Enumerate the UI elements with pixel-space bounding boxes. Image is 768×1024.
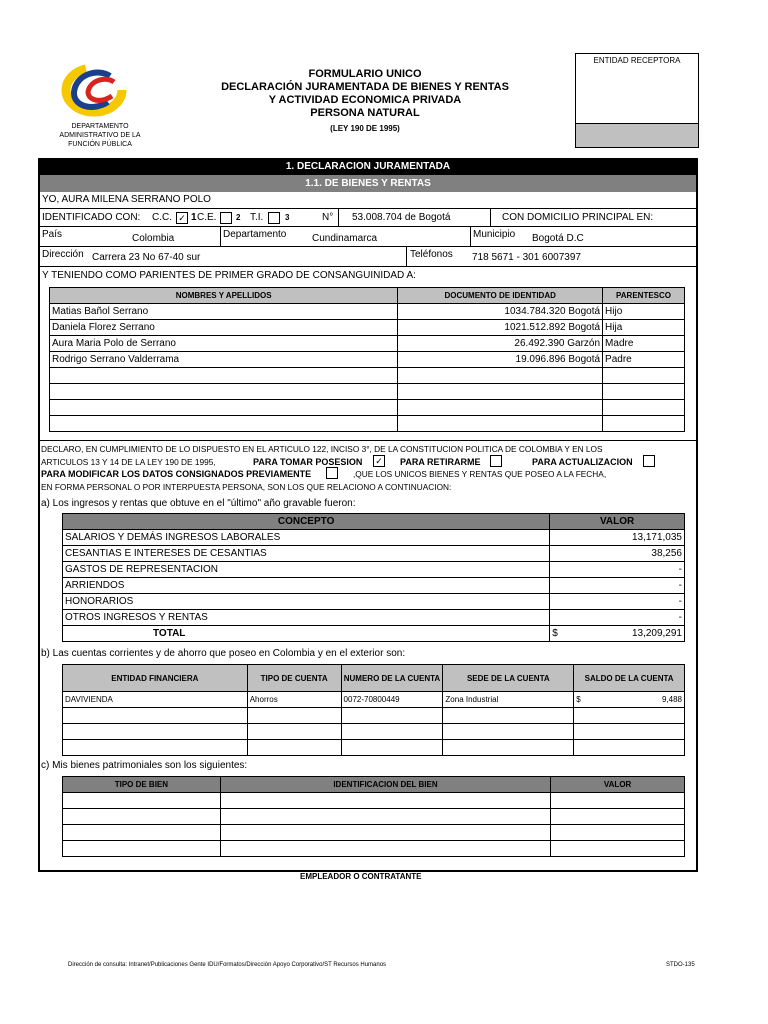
form-title: FORMULARIO UNICO DECLARACIÓN JURAMENTADA DE BIENES Y RENTAS Y ACTIVIDAD ECONOMICA PRIVADA PERSONA NATURAL (LEY 190 DE 1995) bbox=[200, 68, 530, 135]
country-value[interactable]: Colombia bbox=[132, 233, 175, 244]
municipality-value[interactable]: Bogotá D.C bbox=[532, 233, 584, 244]
domicile-label: CON DOMICILIO PRINCIPAL EN: bbox=[502, 212, 654, 223]
accounts-header-branch: SEDE DE LA CUENTA bbox=[443, 665, 574, 692]
relatives-table bbox=[49, 287, 685, 432]
funcion-publica-logo bbox=[58, 62, 128, 118]
country-label: País bbox=[42, 229, 63, 240]
accounts-intro: b) Las cuentas corrientes y de ahorro que poseo en Colombia y en el exterior son: bbox=[41, 648, 406, 659]
table-row[interactable]: Daniela Florez Serrano 1021.512.892 Bogotá Hija bbox=[50, 320, 685, 336]
relatives-header-name: NOMBRES Y APELLIDOS bbox=[50, 288, 398, 304]
posesion-label: PARA TOMAR POSESION bbox=[253, 457, 363, 467]
assets-intro: c) Mis bienes patrimoniales son los siguientes: bbox=[41, 760, 248, 771]
income-intro: a) Los ingresos y rentas que obtuve en el "último" año gravable fueron: bbox=[41, 498, 356, 509]
declarant-name-row[interactable] bbox=[40, 192, 696, 209]
footer-path: Dirección de consulta: Intranet/Publicaciones Gente IDU/Formatos/Dirección Apoyo Corporativo/ST Recursos Humanos bbox=[68, 962, 387, 968]
declaration-line-2: ARTICULOS 13 Y 14 DE LA LEY 190 DE 1995, bbox=[41, 457, 216, 467]
cc-label: C.C. bbox=[152, 212, 172, 223]
ti-number: 2 bbox=[236, 213, 241, 222]
declaration-line-4: EN FORMA PERSONAL O POR INTERPUESTA PERSONA, SON LOS QUE RELACIONO A CONTINUACION: bbox=[41, 482, 452, 492]
accounts-header-balance: SALDO DE LA CUENTA bbox=[574, 665, 685, 692]
relatives-header-document: DOCUMENTO DE IDENTIDAD bbox=[398, 288, 603, 304]
relatives-intro: Y TENIENDO COMO PARIENTES DE PRIMER GRADO DE CONSANGUINIDAD A: bbox=[42, 270, 416, 281]
table-row[interactable] bbox=[63, 841, 685, 857]
id-label: IDENTIFICADO CON: bbox=[42, 212, 141, 223]
municipality-label: Municipio bbox=[473, 229, 516, 240]
department-value[interactable]: Cundinamarca bbox=[312, 233, 378, 244]
table-row[interactable] bbox=[50, 384, 685, 400]
accounts-header-type: TIPO DE CUENTA bbox=[247, 665, 341, 692]
income-header-concept: CONCEPTO bbox=[63, 514, 550, 530]
phones-label: Teléfonos bbox=[410, 249, 453, 260]
actualizacion-checkbox[interactable] bbox=[643, 455, 655, 467]
table-row[interactable]: SALARIOS Y DEMÁS INGRESOS LABORALES 13,171,035 bbox=[63, 530, 685, 546]
modificar-label: PARA MODIFICAR LOS DATOS CONSIGNADOS PREVIAMENTE bbox=[41, 469, 312, 479]
section-title: 1. DECLARACION JURAMENTADA bbox=[40, 159, 696, 175]
receiving-entity-box[interactable] bbox=[575, 53, 699, 148]
assets-header-type: TIPO DE BIEN bbox=[63, 777, 221, 793]
table-row[interactable]: CESANTIAS E INTERESES DE CESANTIAS 38,256 bbox=[63, 546, 685, 562]
modificar-checkbox[interactable] bbox=[326, 467, 338, 479]
address-value[interactable]: Carrera 23 No 67-40 sur bbox=[92, 252, 201, 263]
relatives-header-relationship: PARENTESCO bbox=[603, 288, 685, 304]
ti-label: T.I. bbox=[250, 212, 264, 223]
assets-header-identification: IDENTIFICACION DEL BIEN bbox=[220, 777, 550, 793]
table-row[interactable]: GASTOS DE REPRESENTACION - bbox=[63, 562, 685, 578]
table-row[interactable] bbox=[50, 368, 685, 384]
ce-label: C.E. bbox=[197, 212, 217, 223]
income-total-value: 13,209,291 bbox=[631, 628, 682, 639]
table-row[interactable] bbox=[50, 400, 685, 416]
ce-checkbox[interactable] bbox=[220, 212, 232, 224]
table-row[interactable] bbox=[50, 416, 685, 432]
table-row[interactable] bbox=[63, 740, 685, 756]
cc-checkbox[interactable]: ✓ bbox=[176, 212, 188, 224]
section-subtitle: 1.1. DE BIENES Y RENTAS bbox=[40, 175, 696, 192]
law-reference: (LEY 190 DE 1995) bbox=[330, 124, 400, 133]
address-row bbox=[40, 247, 696, 267]
declarant-name: YO, AURA MILENA SERRANO POLO bbox=[42, 194, 211, 205]
phones-value[interactable]: 718 5671 - 301 6007397 bbox=[472, 252, 581, 263]
posesion-checkbox[interactable]: ✓ bbox=[373, 455, 385, 467]
ti-checkbox[interactable] bbox=[268, 212, 280, 224]
income-total-row[interactable] bbox=[63, 626, 685, 642]
table-row[interactable]: OTROS INGRESOS Y RENTAS - bbox=[63, 610, 685, 626]
ce-number: 1 bbox=[191, 212, 197, 223]
ti-after-number: 3 bbox=[285, 213, 290, 222]
department-label: Departamento bbox=[223, 229, 287, 240]
footer-code: STDO-135 bbox=[666, 962, 695, 968]
declaration-line-1: DECLARO, EN CUMPLIMIENTO DE LO DISPUESTO EN EL ARTICULO 122, INCISO 3°, DE LA CONSTITUCION POLITICA DE COLOMBIA Y EN LOS bbox=[41, 444, 603, 454]
declaration-line-3: ,QUE LOS UNICOS BIENES Y RENTAS QUE POSEO A LA FECHA, bbox=[353, 469, 607, 479]
accounts-header-entity: ENTIDAD FINANCIERA bbox=[63, 665, 248, 692]
table-row[interactable]: Aura Maria Polo de Serrano 26.492.390 Garzón Madre bbox=[50, 336, 685, 352]
income-total-label: TOTAL bbox=[63, 626, 550, 642]
income-table bbox=[62, 513, 685, 642]
receiving-entity-stamp-area bbox=[576, 123, 698, 147]
table-row[interactable] bbox=[63, 793, 685, 809]
accounts-table bbox=[62, 664, 685, 756]
table-row[interactable] bbox=[63, 708, 685, 724]
retirarme-checkbox[interactable] bbox=[490, 455, 502, 467]
assets-table bbox=[62, 776, 685, 857]
department-name: DEPARTAMENTO ADMINISTRATIVO DE LA FUNCIÓN PÚBLICA bbox=[59, 123, 141, 148]
table-row[interactable]: DAVIVIENDA Ahorros 0072-70800449 Zona Industrial $ 9,488 bbox=[63, 692, 685, 708]
address-label: Dirección bbox=[42, 249, 84, 260]
actualizacion-label: PARA ACTUALIZACION bbox=[532, 457, 633, 467]
table-row[interactable]: Rodrigo Serrano Valderrama 19.096.896 Bogotá Padre bbox=[50, 352, 685, 368]
identification-row bbox=[40, 209, 696, 227]
table-row[interactable] bbox=[63, 724, 685, 740]
id-number-value[interactable]: 53.008.704 de Bogotá bbox=[352, 212, 451, 223]
retirarme-label: PARA RETIRARME bbox=[400, 457, 481, 467]
table-row[interactable]: ARRIENDOS - bbox=[63, 578, 685, 594]
location-row bbox=[40, 227, 696, 247]
assets-header-value: VALOR bbox=[551, 777, 685, 793]
income-total-currency: $ bbox=[552, 628, 558, 639]
table-row[interactable]: Matias Bañol Serrano 1034.784.320 Bogotá Hijo bbox=[50, 304, 685, 320]
accounts-header-number: NUMERO DE LA CUENTA bbox=[341, 665, 443, 692]
receiving-entity-label: ENTIDAD RECEPTORA bbox=[593, 56, 681, 65]
number-label: N° bbox=[322, 212, 334, 223]
employer-label: EMPLEADOR O CONTRATANTE bbox=[300, 872, 422, 881]
income-header-value: VALOR bbox=[550, 514, 685, 530]
table-row[interactable] bbox=[63, 809, 685, 825]
table-row[interactable]: HONORARIOS - bbox=[63, 594, 685, 610]
table-row[interactable] bbox=[63, 825, 685, 841]
